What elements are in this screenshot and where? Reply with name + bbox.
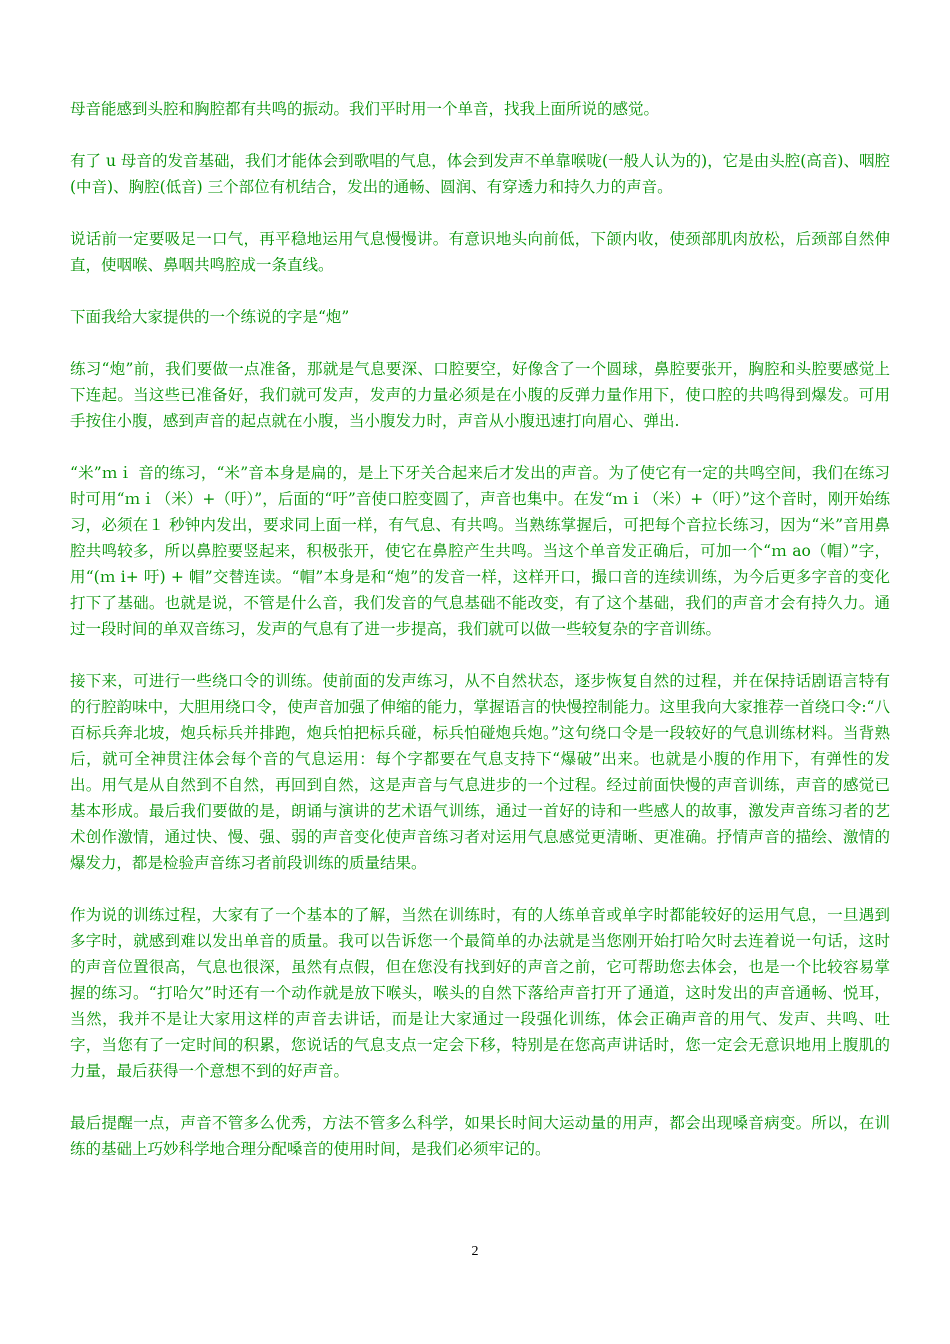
paragraph-5: 练习“炮”前，我们要做一点准备，那就是气息要深、口腔要空，好像含了一个圆球，鼻腔要张开，胸腔和头腔要感觉上下连起。当这些已准备好，我们就可发声，发声的力量必须是在小腹的反弹力量作用下，使口腔的共鸣得到爆发。可用手按住小腹，感到声音的起点就在小腹，当小腹发力时，声音从小腹迅速打向眉心、弹出.	[70, 360, 890, 430]
paragraph-3: 说话前一定要吸足一口气，再平稳地运用气息慢慢讲。有意识地头向前低，下颌内收，使颈部肌肉放松，后颈部自然伸直，使咽喉、鼻咽共鸣腔成一条直线。	[70, 230, 890, 274]
paragraph-8: 作为说的训练过程，大家有了一个基本的了解，当然在训练时，有的人练单音或单字时都能较好的运用气息，一旦遇到多字时，就感到难以发出单音的质量。我可以告诉您一个最简单的办法就是当您刚开始打哈欠时去连着说一句话，这时的声音位置很高，气息也很深，虽然有点假，但在您没有找到好的声音之前，它可帮助您去体会，也是一个比较容易掌握的练习。“打哈欠”时还有一个动作就是放下喉头，喉头的自然下落给声音打开了通道，这时发出的声音通畅、悦耳，当然，我并不是让大家用这样的声音去讲话，而是让大家通过一段强化训练，体会正确声音的用气、发声、共鸣、吐字，当您有了一定时间的积累，您说话的气息支点一定会下移，特别是在您高声讲话时，您一定会无意识地用上腹肌的力量，最后获得一个意想不到的好声音。	[70, 906, 890, 1080]
document-body	[70, 96, 890, 1188]
page-number: 2	[471, 1244, 479, 1259]
paragraph-4: 下面我给大家提供的一个练说的字是“炮”	[70, 308, 350, 326]
paragraph-9: 最后提醒一点，声音不管多么优秀，方法不管多么科学，如果长时间大运动量的用声，都会出现嗓音病变。所以，在训练的基础上巧妙科学地合理分配嗓音的使用时间，是我们必须牢记的。	[70, 1114, 890, 1158]
paragraph-7: 接下来，可进行一些绕口令的训练。使前面的发声练习，从不自然状态，逐步恢复自然的过程，并在保持话剧语言特有的行腔韵味中，大胆用绕口令，使声音加强了伸缩的能力，掌握语言的快慢控制能力。这里我向大家推荐一首绕口令:“八百标兵奔北坡，炮兵标兵并排跑，炮兵怕把标兵碰，标兵怕碰炮兵炮。”这句绕口令是一段较好的气息训练材料。当背熟后，就可全神贯注体会每个音的气息运用：每个字都要在气息支持下“爆破”出来。也就是小腹的作用下，有弹性的发出。用气是从自然到不自然，再回到自然，这是声音与气息进步的一个过程。经过前面快慢的声音训练，声音的感觉已基本形成。最后我们要做的是，朗诵与演讲的艺术语气训练，通过一首好的诗和一些感人的故事，激发声音练习者的艺术创作激情，通过快、慢、强、弱的声音变化使声音练习者对运用气息感觉更清晰、更准确。抒情声音的描绘、激情的爆发力，都是检验声音练习者前段训练的质量结果。	[70, 672, 890, 872]
paragraph-1: 母音能感到头腔和胸腔都有共鸣的振动。我们平时用一个单音，找我上面所说的感觉。	[70, 100, 660, 118]
paragraph-2: 有了 u 母音的发音基础，我们才能体会到歌唱的气息，体会到发声不单靠喉咙(一般人认为的)，它是由头腔(高音)、咽腔(中音)、胸腔(低音) 三个部位有机结合，发出的通畅、圆润、有穿透力和持久力的声音。	[70, 152, 890, 196]
paragraph-6: “米”ｍｉ 音的练习，“米”音本身是扁的，是上下牙关合起来后才发出的声音。为了使它有一定的共鸣空间，我们在练习时可用“ｍｉ（米）+（吁）”，后面的“吁”音使口腔变圆了，声音也集中。在发“ｍｉ（米）+（吁）”这个音时，刚开始练习，必须在１ 秒钟内发出，要求同上面一样，有气息、有共鸣。当熟练掌握后，可把每个音拉长练习，因为“米”音用鼻腔共鸣较多，所以鼻腔要竖起来，积极张开，使它在鼻腔产生共鸣。当这个单音发正确后，可加一个“ｍ ao（帽）”字，用“(ｍ i+ 吁) + 帽”交替连读。“帽”本身是和“炮”的发音一样，这样开口，撮口音的连续训练，为今后更多字音的变化打下了基础。也就是说，不管是什么音，我们发音的气息基础不能改变，有了这个基础，我们的声音才会有持久力。通过一段时间的单双音练习，发声的气息有了进一步提高，我们就可以做一些较复杂的字音训练。	[70, 464, 890, 638]
